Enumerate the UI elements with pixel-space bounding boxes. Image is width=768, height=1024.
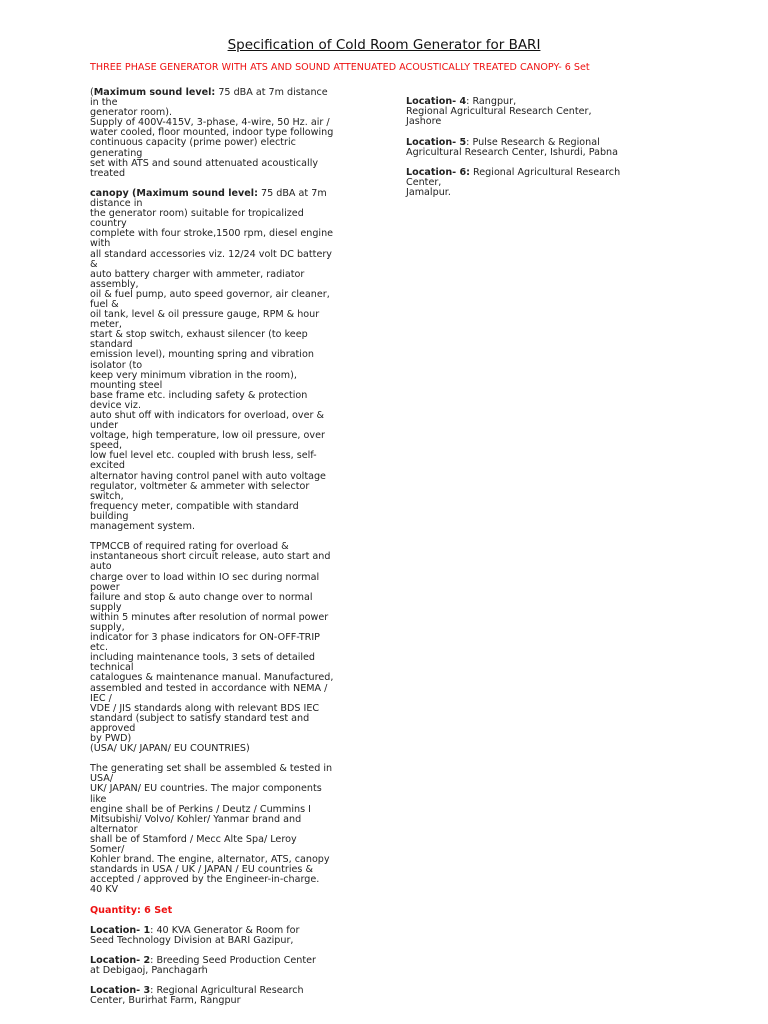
text-line: : Breeding Seed Production Center [150,955,316,967]
text-line: Jamalpur. [406,187,451,199]
text-line: Mitsubishi/ Volvo/ Kohler/ Yanmar brand and [90,813,302,825]
text-line: voltage, high temperature, low oil pressure, over [90,430,325,442]
text-line: supply, [90,621,125,633]
text-line: Seed Technology Division at BARI Gazipur, [90,934,294,946]
text-line: Supply of 400V-415V, 3-phase, 4-wire, 50 Hz. air / [90,117,330,129]
text-line: distance in [90,198,143,210]
quantity-line [90,906,370,916]
text-line: The generating set shall be assembled & tested in [90,763,333,775]
location-label: Location- 4 [406,96,467,107]
text-line: 75 dBA at 7m [257,187,327,199]
text-line: Kohler brand. The engine, alternator, ATS, canopy [90,854,330,866]
text-line: fuel & [90,298,119,310]
text-line: mounting steel [90,379,163,391]
text-line: charge over to load within IO sec during normal [90,571,320,583]
text-line: oil tank, level & oil pressure gauge, RPM & hour [90,309,320,321]
text-line: etc. [90,642,108,654]
text-line: base frame etc. including safety & protection [90,389,308,401]
text-line: meter, [90,319,122,331]
text-line: alternator [90,823,138,835]
text-line: speed, [90,440,123,452]
text-line: Center, Burirhat Farm, Rangpur [90,995,241,1007]
text-line: power [90,581,120,593]
location-label: Location- 2 [90,955,151,967]
text-line: & [90,258,98,270]
text-line: Agricultural Research Center, Ishurdi, Pabna [406,146,619,158]
text-line: switch, [90,490,124,502]
text-line: auto shut off with indicators for overload, over & [90,410,324,421]
text-line: : Pulse Research & Regional [466,136,600,148]
text-line: approved [90,722,136,734]
text-line: with [90,238,111,250]
sound-level-label: Maximum sound level: [93,87,216,98]
text-line: VDE / JIS standards along with relevant BDS IEC [90,702,320,714]
text-line: 75 dBA at 7m distance [215,87,328,98]
text-line: standard [90,339,133,351]
text-line: emission level), mounting spring and vibration [90,349,314,361]
text-line: (USA/ UK/ JAPAN/ EU COUNTRIES) [90,743,250,755]
text-line: : Regional Agricultural Research [150,985,304,997]
text-line: at Debigaoj, Panchagarh [90,965,208,977]
text-line: within 5 minutes after resolution of normal power [90,611,329,623]
location-3 [90,986,370,1006]
text-line: generating [90,147,143,159]
text-line: instantaneous short circuit release, auto start and [90,551,331,563]
text-line: set with ATS and sound attenuated acoustically [90,157,319,169]
text-line: keep very minimum vibration in the room), [90,369,297,381]
text-line: under [90,420,119,432]
text-line: 40 KV [90,884,119,896]
text-line: Regional Agricultural Research [470,167,621,179]
location-label: Location- 3 [90,985,151,997]
text-line: IEC / [90,692,112,704]
quantity-label: Quantity: 6 Set [90,904,173,916]
spec-paragraph-sound-level [90,88,370,179]
text-line: failure and stop & auto change over to normal [90,591,313,603]
text-line: indicator for 3 phase indicators for ON-OFF-TRIP [90,632,320,644]
location-4 [406,97,666,127]
text-line: : 40 KVA Generator & Room for [150,924,300,936]
text-line: low fuel level etc. coupled with brush less, self- [90,450,317,462]
canopy-label: canopy (Maximum sound level: [90,187,258,199]
text-line: regulator, voltmeter & ammeter with selector [90,480,310,492]
text-line: standards in USA / UK / JAPAN / EU countries & [90,864,313,876]
text-line: catalogues & maintenance manual. Manufactured, [90,672,334,684]
text-line: excited [90,460,125,472]
text-line: UK/ JAPAN/ EU countries. The major components [90,783,322,795]
text-line: country [90,218,127,230]
spec-paragraph-canopy [90,189,370,532]
location-label: Location- 6: [406,167,470,179]
text-line: engine shall be of Perkins / Deutz / Cummins I [90,803,311,815]
text-line: technical [90,662,134,674]
text-line: shall be of Stamford / Mecc Alte Spa/ Leroy [90,833,297,845]
text-line: start & stop switch, exhaust silencer (to keep [90,329,308,341]
text-line: supply [90,601,122,613]
text-line: TPMCCB of required rating for overload & [90,541,289,553]
location-6 [406,168,666,198]
text-line: assembly, [90,278,139,290]
text-line: oil & fuel pump, auto speed governor, air cleaner, [90,288,330,300]
spec-paragraph-assembly [90,764,370,895]
text-line: assembled and tested in accordance with NEMA / [90,682,328,694]
open-paren: ( [90,87,94,98]
left-column [90,88,370,1017]
text-line: device viz. [90,399,141,411]
text-line: including maintenance tools, 3 sets of detailed [90,652,316,664]
location-2 [90,956,370,976]
text-line: accepted / approved by the Engineer-in-charge. [90,874,320,886]
location-label: Location- 5 [406,136,467,148]
location-5 [406,138,666,158]
text-line: standard (subject to satisfy standard test and [90,712,310,724]
text-line: the generator room) suitable for tropicalized [90,208,304,220]
text-line: auto battery charger with ammeter, radiator [90,268,305,280]
text-line: like [90,793,107,805]
text-line: Somer/ [90,844,125,856]
text-line: generator room). [90,107,173,119]
location-1 [90,926,370,946]
document-title: Specification of Cold Room Generator for BARI [227,37,541,53]
text-line: frequency meter, compatible with standard [90,500,299,512]
location-label: Location- 1 [90,924,151,936]
text-line: in the [90,97,118,109]
text-line: auto [90,561,112,573]
text-line: isolator (to [90,359,143,371]
text-line: continuous capacity (prime power) electric [90,137,296,149]
text-line: all standard accessories viz. 12/24 volt DC battery [90,248,332,260]
text-line: treated [90,167,126,179]
text-line: Jashore [406,116,442,128]
text-line: Center, [406,177,442,189]
right-column [406,97,666,209]
text-line: water cooled, floor mounted, indoor type following [90,127,334,139]
spec-paragraph-tpmccb [90,542,370,754]
document-subtitle: THREE PHASE GENERATOR WITH ATS AND SOUND ATTENUATED ACOUSTICALLY TREATED CANOPY- 6 Set [90,62,590,73]
text-line: Regional Agricultural Research Center, [406,106,592,118]
text-line: USA/ [90,773,114,785]
text-line: management system. [90,521,196,533]
text-line: by PWD) [90,733,132,744]
text-line: complete with four stroke,1500 rpm, diesel engine [90,228,334,240]
text-line: building [90,510,129,522]
text-line: : Rangpur, [466,96,517,107]
text-line: alternator having control panel with auto voltage [90,470,326,482]
